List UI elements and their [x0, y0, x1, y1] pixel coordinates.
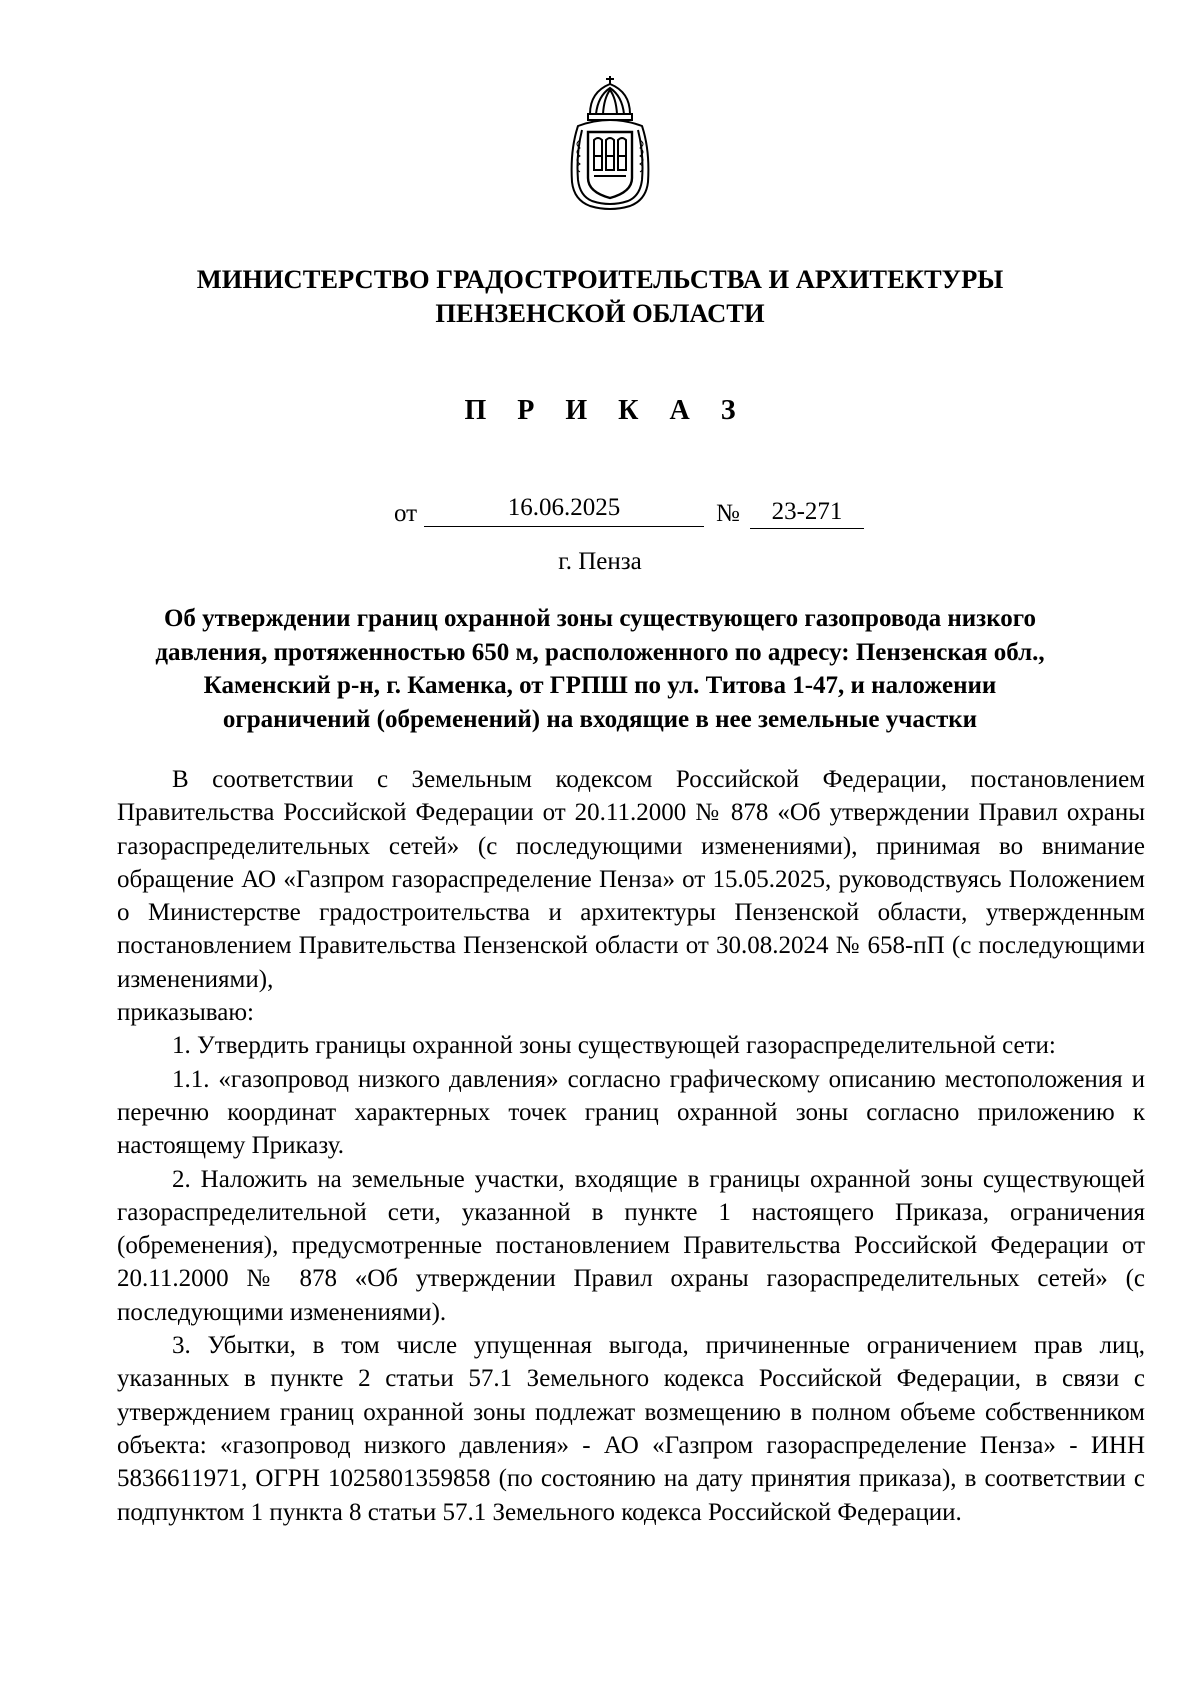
order-title-line3: Каменский р-н, г. Каменка, от ГРПШ по ул. Титова 1-47, и наложении — [203, 672, 997, 699]
number-label: № — [716, 500, 740, 527]
ministry-name — [120, 262, 1080, 330]
from-label: от — [394, 500, 418, 527]
item-1-1-paragraph: 1.1. «газопровод низкого давления» согласно графическому описанию местоположения и перечню координат характерных точек границ охранной зоны согласно приложению к настоящему Приказу. — [117, 1065, 1145, 1160]
coat-of-arms-emblem — [560, 70, 660, 212]
order-date: 16.06.2025 — [424, 494, 704, 527]
ministry-name-line2: ПЕНЗЕНСКОЙ ОБЛАСТИ — [435, 298, 765, 328]
order-title-line4: ограничений (обременений) на входящие в нее земельные участки — [222, 705, 978, 733]
order-number: 23-271 — [750, 498, 864, 529]
item-2-paragraph: 2. Наложить на земельные участки, входящие в границы охранной зоны существующей газораспределительной сети, указанной в пункте 1 настоящего Приказа, ограничения (обременения), предусмотренные постановлением Правительства Российской Федерации от 20.11.2000 № 878 «Об утверждении Правил охраны газораспределительных сетей» (с последующими изменениями). — [117, 1165, 1145, 1326]
city: г. Пенза — [558, 548, 642, 575]
item-3-paragraph: 3. Убытки, в том числе упущенная выгода, причиненные ограничением прав лиц, указанных в пункте 2 статьи 57.1 Земельного кодекса Российской Федерации, в связи с утверждением границ охранной зоны подлежат возмещению в полном объеме собственником объекта: «газопровод низкого давления» - АО «Газпром газораспределение Пенза» - ИНН 5836611971, ОГРН 1025801359858 (по состоянию на дату принятия приказа), в соответствии с подпунктом 1 пункта 8 статьи 57.1 Земельного кодекса Российской Федерации. — [117, 1332, 1145, 1526]
document-type: П Р И К А З — [464, 395, 748, 426]
order-title — [120, 602, 1080, 736]
order-title-line1: Об утверждении границ охранной зоны существующего газопровода низкого — [163, 605, 1037, 632]
order-title-line2: давления, протяженностью 650 м, расположенного по адресу: Пензенская обл., — [155, 638, 1045, 666]
order-body — [117, 763, 1145, 1529]
item-1-paragraph: 1. Утвердить границы охранной зоны существующей газораспределительной сети: — [172, 1032, 1056, 1060]
ministry-name-line1: МИНИСТЕРСТВО ГРАДОСТРОИТЕЛЬСТВА И АРХИТЕКТУРЫ — [196, 264, 1004, 294]
preamble-paragraph: В соответствии с Земельным кодексом Российской Федерации, постановлением Правительства Российской Федерации от 20.11.2000 № 878 «Об утверждении Правил охраны газораспределительных сетей» (с последующими изменениями), принимая во внимание обращение АО «Газпром газораспределение Пенза» от 15.05.2025, руководствуясь Положением о Министерстве градостроительства и архитектуры Пензенской области, утвержденным постановлением Правительства Пензенской области от 30.08.2024 № 658-пП (с последующими изменениями), — [117, 766, 1145, 993]
date-number-line — [0, 494, 1200, 534]
order-word: приказываю: — [117, 999, 254, 1027]
